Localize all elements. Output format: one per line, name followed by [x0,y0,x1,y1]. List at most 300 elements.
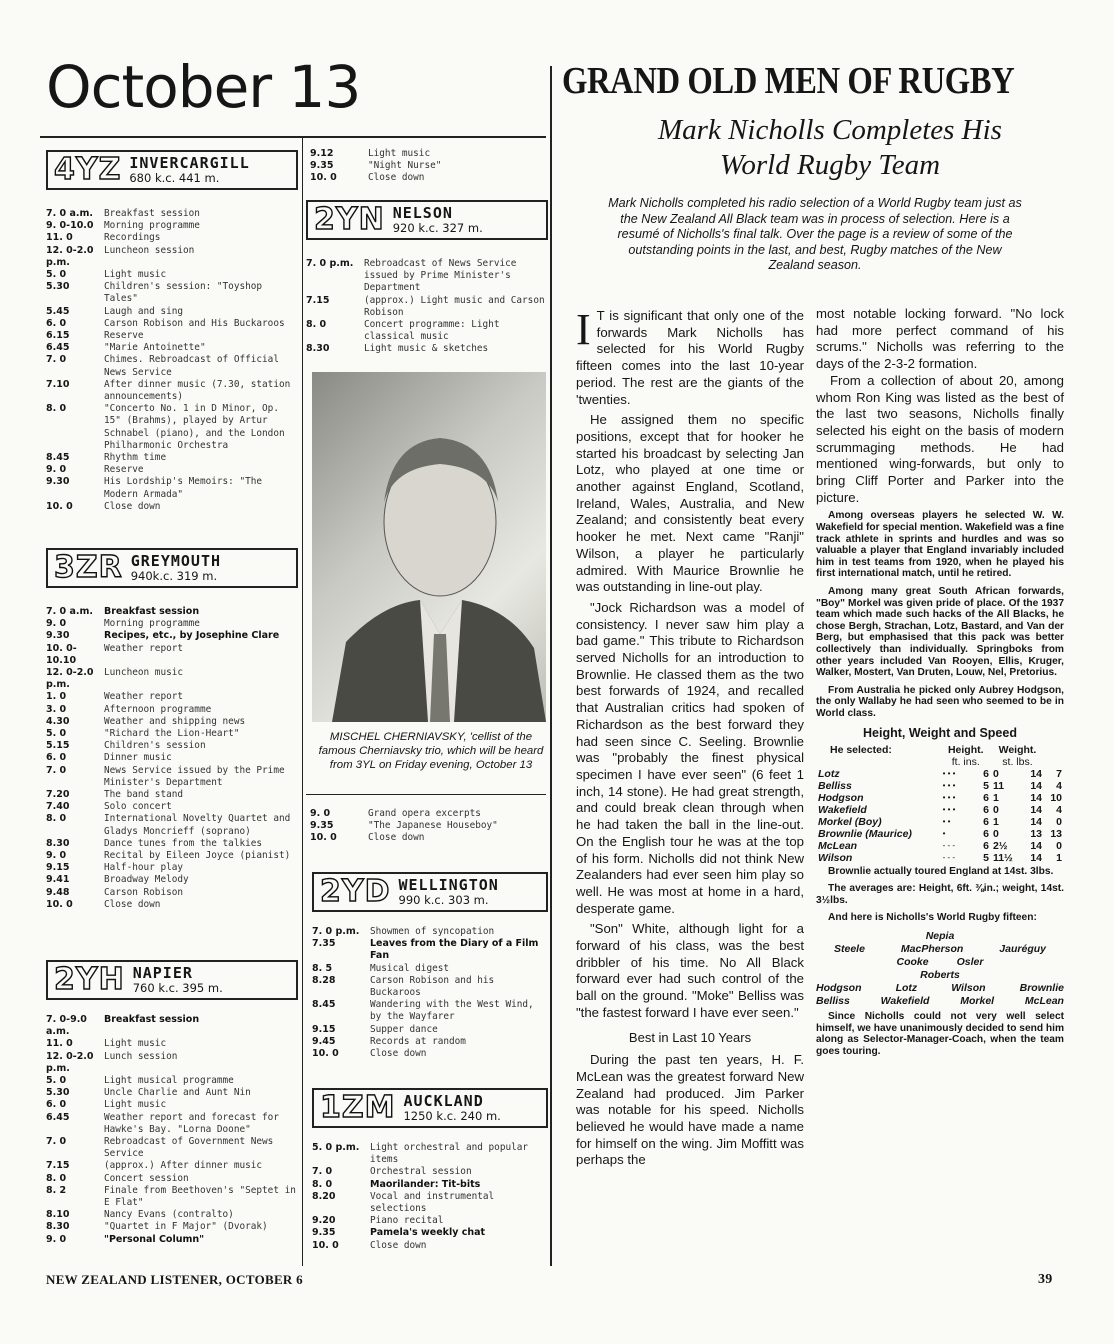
table-row [816,816,1064,828]
title-underline [40,136,546,138]
programme-item [46,1185,298,1209]
programme-time: 8.45 [312,999,336,1011]
programme-item [46,501,298,513]
callsign: 1ZM [320,1090,396,1125]
station-frequency: 940k.c. 319 m. [130,568,218,583]
section-heading: Best in Last 10 Years [628,1029,752,1045]
programme-title: Close down [104,500,161,512]
programme-title: Weather report and forecast for Hawke's Bay. "Lorna Doone" [104,1111,279,1135]
weight-stone: 14 [1030,815,1043,828]
programme-time: 8.20 [312,1190,336,1202]
programme-time: 7. 0 p.m. [306,258,354,269]
programme-time: 8.28 [312,974,336,986]
column-divider-programmes [302,136,303,1266]
programme-title: (approx.) Light music and Carson Robison [364,294,545,318]
height-feet: 6 [983,767,989,780]
programme-item [312,1024,548,1036]
programme-title: Showmen of syncopation [370,926,495,937]
programme-title: Nancy Evans (contralto) [104,1209,234,1221]
programme-title: Half-hour play [104,862,184,874]
programme-item [46,862,298,874]
paragraph: From a collection of about 20, among whom Ron King was listed as the best of the last two seasons, Nicholls finally selected his eight on the basis of modern scrummaging methods. He had mentioned wing-forwards, but only to bring Cliff Porter and Parker into the picture. [816,372,1064,505]
weight-pounds: 4 [1056,803,1062,816]
programme-item [310,808,548,820]
programme-time: 8. 5 [312,962,333,974]
programme-title: "The Japanese Houseboy" [368,820,498,832]
programme-title: Breakfast session [104,606,200,617]
programme-time: 8. 0 [306,319,327,331]
programme-item [312,926,548,938]
programme-time: 9.35 [312,1227,336,1239]
programme-time: 5.30 [46,1087,70,1099]
station-frequency: 1250 k.c. 240 m. [403,1108,501,1123]
programme-item [46,1173,298,1185]
programme-title: Recordings [104,232,161,244]
team-player: Wilson [951,981,986,994]
programme-title: "Quartet in F Major" (Dvorak) [104,1221,268,1233]
programme-time: 6.15 [46,330,70,342]
programme-item [46,752,298,764]
station-header-4yz [46,150,298,190]
programme-title: International Novelty Quartet and Gladys Moncrieff (soprano) [104,813,291,837]
player-name: Hodgson [818,791,864,804]
programme-title: Recipes, etc., by Josephine Clare [104,630,280,642]
programme-item [306,319,548,343]
programme-title: "Night Nurse" [368,160,442,172]
programme-time: 8.45 [46,452,70,464]
leader-dots: - - - [942,840,956,850]
programme-title: Laugh and sing [104,305,184,317]
programme-item [46,342,298,354]
height-feet: 6 [983,827,989,840]
programme-item [46,232,298,244]
programme-list-3yl [310,808,548,845]
programme-title: The band stand [104,789,184,801]
programme-item [46,789,298,801]
team-player: Belliss [816,994,850,1007]
leader-dots: • [942,828,946,838]
programme-list [46,208,298,513]
programme-item [310,820,548,832]
programme-time: 1. 0 [46,691,67,703]
programme-title: Weather and shipping news [104,715,246,727]
programme-time: 10. 0 [46,898,73,910]
programme-time: 9.30 [46,630,70,642]
programme-item [46,452,298,464]
programme-list [46,606,298,911]
programme-time: 7. 0 a.m. [46,208,93,219]
programme-item [46,269,298,281]
programme-item [312,1227,548,1239]
programme-time: 8. 0 [46,813,67,825]
weight-stone: 13 [1030,827,1043,840]
programme-list-2yh-continued [310,148,548,185]
programme-title: Luncheon music [104,667,184,679]
programme-time: 7.15 [306,294,330,306]
programme-title: Carson Robison and His Buckaroos [104,317,285,329]
article-subhead-2: World Rugby Team [719,149,941,181]
programme-time: 10. 0 [310,832,337,844]
team-player: Lotz [895,981,918,994]
weight-pounds: 1 [1056,851,1062,864]
table-row [816,768,1064,780]
leader-dots: • • [942,816,951,826]
table-row [816,840,1064,852]
programme-title: Close down [104,898,161,910]
station-header-2yh [46,960,298,1000]
programme-time: 12. 0-2.0 p.m. [46,667,94,691]
player-name: Morkel (Boy) [818,815,882,828]
article-headline: GRAND OLD MEN OF RUGBY [562,60,1015,102]
programme-item [46,667,298,691]
programme-time: 10. 0 [312,1239,339,1251]
programme-title: Concert session [104,1172,189,1184]
programme-time: 9.48 [46,886,70,898]
programme-item [46,1112,298,1136]
team-player: Morkel [960,994,995,1007]
programme-time: 10. 0 [310,172,337,184]
programme-item [310,160,548,172]
programme-item [312,1142,548,1166]
programme-title: Light musical programme [104,1075,234,1087]
cherniavsky-photo [312,372,546,722]
weight-pounds: 0 [1056,815,1062,828]
programme-item [46,403,298,452]
programme-time: 10. 0 [312,1048,339,1060]
programme-title: Lunch session [104,1050,178,1062]
programme-item [46,643,298,667]
height-feet: 6 [983,791,989,804]
programme-item [46,354,298,378]
programme-time: 12. 0-2.0 p.m. [46,1050,94,1074]
paragraph: Among overseas players he selected W. W. Wakefield for special mention. Wakefield was a fine track athlete in sprints and hurdles and was so valuable a player that England invariably included him in test teams from 1920, when he played his first international match, until he retired. [816,510,1064,580]
programme-title: Weather report [104,642,184,654]
article-subhead-1: Mark Nicholls Completes His [658,114,1002,146]
programme-time: 9. 0 [46,850,67,862]
programme-title: Children's session [104,740,206,752]
programme-time: 9.30 [46,476,70,488]
station-4yz [46,150,298,513]
programme-item [306,258,548,295]
weight-stone: 14 [1030,803,1043,816]
team-player: Wakefield [880,994,930,1007]
programme-item [46,1014,298,1038]
programme-title: Close down [370,1048,427,1060]
programme-time: 7. 0 [46,354,67,366]
programme-title: His Lordship's Memoirs: "The Modern Armada" [104,476,263,500]
programme-item [306,295,548,319]
team-player: Osler [956,955,984,968]
programme-time: 5. 0 p.m. [312,1142,360,1153]
programme-time: 9. 0 [46,1233,67,1245]
programme-time: 5. 0 [46,1075,67,1087]
station-city: WELLINGTON [398,876,499,895]
height-inches: 1 [992,791,999,804]
programme-title: Finale from Beethoven's "Septet in E Flat" [104,1184,296,1209]
programme-item [312,1179,548,1191]
programme-time: 7. 0 p.m. [312,926,360,937]
programme-item [312,963,548,975]
programme-time: 8.30 [46,1221,70,1233]
station-city: INVERCARGILL [129,154,250,173]
programme-time: 7. 0 a.m. [46,606,93,617]
programme-time: 5. 0 [46,269,67,281]
programme-item [46,874,298,886]
callsign: 2YD [320,874,391,909]
programme-time: 5. 0 [46,728,67,740]
programme-title: Light music [104,269,167,281]
programme-title: Dinner music [104,752,172,764]
paragraph: From Australia he picked only Aubrey Hodgson, the only Wallaby he had seen who seemed to be in World class. [816,684,1064,719]
programme-title: Close down [368,172,425,184]
programme-item [46,630,298,642]
height-inches: 2½ [992,839,1008,852]
paragraph: most notable locking forward. "No lock had more perfect command of his scrums." Nicholls was referring to the days of the 2-3-2 formation. [816,306,1064,372]
programme-item [312,1191,548,1215]
height-inches: 0 [992,827,999,840]
programme-item [46,1038,298,1050]
programme-item [46,899,298,911]
programme-time: 6. 0 [46,317,67,329]
programme-title: "Richard the Lion-Heart" [104,728,240,740]
programme-time: 7.40 [46,801,70,813]
programme-item [46,618,298,630]
leader-dots: • • • [942,792,956,802]
world-fifteen [816,930,1064,1008]
programme-list [312,926,548,1060]
callsign: 3ZR [54,550,123,585]
programme-item [46,476,298,500]
programme-item [46,1099,298,1111]
programme-time: 8. 0 [46,403,67,415]
programme-time: 7. 0 [312,1166,333,1178]
table-row [816,804,1064,816]
height-feet: 6 [983,815,989,828]
station-header-1zm [312,1088,548,1128]
height-feet: 6 [983,839,989,852]
programme-item [46,728,298,740]
programme-item [46,1051,298,1075]
programme-item [46,887,298,899]
programme-title: Piano recital [370,1215,444,1227]
station-city: AUCKLAND [403,1092,484,1111]
weight-pounds: 13 [1050,827,1062,840]
height-inches: 0 [992,803,999,816]
programme-time: 8.30 [306,343,330,355]
table-units: ft. ins. [951,755,980,768]
programme-time: 9.45 [312,1035,336,1047]
programme-time: 9.15 [46,862,70,874]
team-player: Brownlie [1019,981,1064,994]
team-player: Cooke [896,955,929,968]
programme-time: 8.10 [46,1209,70,1221]
programme-time: 12. 0-2.0 p.m. [46,244,94,268]
programme-item [310,172,548,184]
programme-time: 8. 0 [46,1172,67,1184]
programme-time: 7.20 [46,789,70,801]
programme-item [46,704,298,716]
programme-title: Rhythm time [104,452,167,464]
station-frequency: 760 k.c. 395 m. [132,980,223,995]
programme-time: 6. 0 [46,1099,67,1111]
page-date-title: October 13 [46,53,361,121]
programme-time: 10. 0 [46,500,73,512]
programme-title: Supper dance [370,1023,438,1035]
programme-item [46,765,298,789]
programme-item [46,1075,298,1087]
article-intro: Mark Nicholls completed his radio selection of a World Rugby team just as the New Zealand All Black team was in process of selection. Here is a resumé of Nicholls's final talk. Over the page is a review of some of the outstanding points in the last, and best, Rugby matches of the New Zealand season. [608,196,1022,272]
programme-title: Leaves from the Diary of a Film Fan [370,938,539,962]
programme-time: 8.30 [46,837,70,849]
weight-stone: 14 [1030,839,1043,852]
programme-item [46,813,298,837]
height-feet: 6 [983,803,989,816]
programme-time: 9.12 [310,148,334,159]
programme-time: 7. 0 [46,1136,67,1148]
programme-item [46,850,298,862]
paragraph: Since Nicholls could not very well select himself, we have unanimously decided to send him along as Selector-Manager-Coach, when the team goes touring. [816,1010,1064,1057]
programme-item [46,208,298,220]
programme-item [46,801,298,813]
height-inches: 0 [992,767,999,780]
programme-item [46,245,298,269]
programme-time: 7.10 [46,378,70,390]
table-row [816,780,1064,792]
programme-time: 9.20 [312,1215,336,1227]
programme-time: 5.15 [46,740,70,752]
player-name: Lotz [818,767,840,780]
height-weight-table [816,744,1064,864]
weight-pounds: 10 [1050,791,1062,804]
programme-time: 8. 0 [312,1178,333,1190]
article-column-left [576,305,804,1169]
footer-publication: NEW ZEALAND LISTENER, OCTOBER 6 [46,1272,303,1287]
programme-time: 3. 0 [46,703,67,715]
callsign: 2YN [314,202,385,237]
paragraph: Among many great South African forwards, "Boy" Morkel was given pride of place. Of the 1937 team which made such hacks of the All Blacks, he chose Bergh, Strachan, Lotz, Bastard, and Van der Berg, but emphasised that this pack was better collectively than individually. Springboks from other years included Van Rooyen, Ellis, Kruger, Walker, Mostert, Van Druten, Louw, Nel, Pretorius. [816,586,1064,679]
programme-item [46,1221,298,1233]
programme-title: Carson Robison [104,886,184,898]
programme-title: Reserve [104,330,144,342]
programme-item [46,379,298,403]
programme-time: 6.45 [46,1111,70,1123]
table-title: Height, Weight and Speed [863,725,1017,740]
programme-item [46,220,298,232]
programme-title: Orchestral session [370,1166,472,1178]
weight-pounds: 4 [1056,779,1062,792]
team-line: Nepia [925,929,955,942]
programme-title: Solo concert [104,801,172,813]
height-inches: 1 [992,815,999,828]
height-inches: 11 [992,779,1005,792]
station-city: NAPIER [132,964,193,983]
programme-time: 6. 0 [46,752,67,764]
team-player: Steele [833,942,865,955]
paragraph: Brownlie actually toured England at 14st. 3lbs. [828,865,1054,877]
programme-item [46,716,298,728]
programme-title: Morning programme [104,618,200,630]
team-player: MacPherson [900,942,964,955]
programme-time: 8. 2 [46,1184,67,1196]
table-header: Height. [947,743,984,756]
programme-title: Close down [370,1239,427,1251]
weight-stone: 14 [1030,851,1043,864]
station-2yn [306,200,548,356]
programme-title: Wandering with the West Wind, by the Wayfarer [370,999,534,1023]
programme-title: Grand opera excerpts [368,808,481,819]
programme-title: Broadway Melody [104,874,189,886]
player-name: Brownlie (Maurice) [818,827,912,840]
weight-pounds: 0 [1056,839,1062,852]
programme-title: Rebroadcast of Government News Service [104,1136,274,1160]
station-frequency: 680 k.c. 441 m. [129,170,220,185]
page-number: 39 [1038,1272,1053,1287]
callsign: 2YH [54,962,125,997]
programme-title: Luncheon session [104,244,195,256]
leader-dots: • • • [942,768,956,778]
programme-title: Close down [368,832,425,844]
programme-title: Records at random [370,1035,466,1047]
programme-title: Breakfast session [104,1014,200,1025]
programme-item [312,999,548,1023]
weight-stone: 14 [1030,767,1043,780]
programme-title: Weather report [104,691,184,703]
paragraph: "Son" White, although light for a forward of his class, was the best dribbler of his time. No All Black forward ever had such control of the ball on the ground. "Moke" Belliss was "the fastest forward I have ever seen." [576,921,804,1020]
programme-time: 11. 0 [46,1038,73,1050]
programme-title: Chimes. Rebroadcast of Official News Service [104,354,279,378]
programme-time: 4.30 [46,715,70,727]
programme-item [46,306,298,318]
table-units: st. lbs. [1002,755,1033,768]
leader-dots: • • • [942,804,956,814]
station-header-3zr [46,548,298,588]
programme-list [46,1014,298,1246]
article-column-right [816,306,1064,1063]
programme-title: After dinner music (7.30, station announcements) [104,378,291,403]
station-header-2yn [306,200,548,240]
station-frequency: 990 k.c. 303 m. [398,892,489,907]
programme-time: 9. 0-10.0 [46,220,94,232]
programme-item [46,281,298,305]
programme-title: Light music [104,1038,167,1050]
programme-time: 9. 0 [46,618,67,630]
programme-title: Light music & sketches [364,343,489,355]
programme-item [312,1240,548,1252]
height-inches: 11½ [992,851,1013,864]
station-city: GREYMOUTH [130,552,222,571]
paragraph: He assigned them no specific positions, except that for hooker he started his broadcast by selecting Jan Lotz, who played at one time or another against England, Scotland, Ireland, Wales, Australia, and New Zealand; and consistently beat every hooker he met. Next came "Ranji" Wilson, a player he particularly admired. With Maurice Brownlie he was outstanding in line-out play. [576,412,804,595]
programme-title: Pamela's weekly chat [370,1227,486,1239]
programme-time: 7. 0-9.0 a.m. [46,1014,87,1038]
portrait-illustration [312,372,546,722]
programme-title: Rebroadcast of News Service issued by Prime Minister's Department [364,258,517,294]
photo-caption: MISCHEL CHERNIAVSKY, 'cellist of the famous Cherniavsky trio, which will be heard from 3YL on Friday evening, October 13 [318,731,544,771]
programme-item [306,343,548,355]
paragraph: T is significant that only one of the forwards Mark Nicholls has selected for his World Rugby fifteen comes into the last 10-year period. The rest are the giants of the 'twenties. [576,308,804,407]
team-player: Jauréguy [999,942,1046,955]
team-player: McLean [1024,994,1064,1007]
paragraph: "Jock Richardson was a model of consistency. I never saw him play a bad game." This tribute to Richardson served Nicholls for an introduction to Brownlie. He classed them as the two best forwards of 1924, and recalled that Australian critics had spoken of Richardson as the best forward they had seen since C. Seeling. Brownlie was "probably the finest physical specimen I have ever seen" (6 feet 1 inch, 14 stone). He had great strength, and could break clean through when he had taken the ball in the line-out. On the English tour he was at the top of his form. Nicholls did not think New Zealanders had ever seen him play so well. He was most at home in a hard, desperate game. [576,599,804,916]
table-header: He selected: [830,743,892,756]
paragraph: The averages are: Height, 6ft. ⅜in.; weight, 14st. 3½lbs. [816,883,1064,906]
programme-time: 9.15 [312,1023,336,1035]
height-feet: 5 [983,851,989,864]
callsign: 4YZ [54,152,122,187]
table-header: Weight. [998,743,1037,756]
programme-item [312,1048,548,1060]
programme-title: Light music [104,1099,167,1111]
programme-title: Light music [368,148,431,159]
